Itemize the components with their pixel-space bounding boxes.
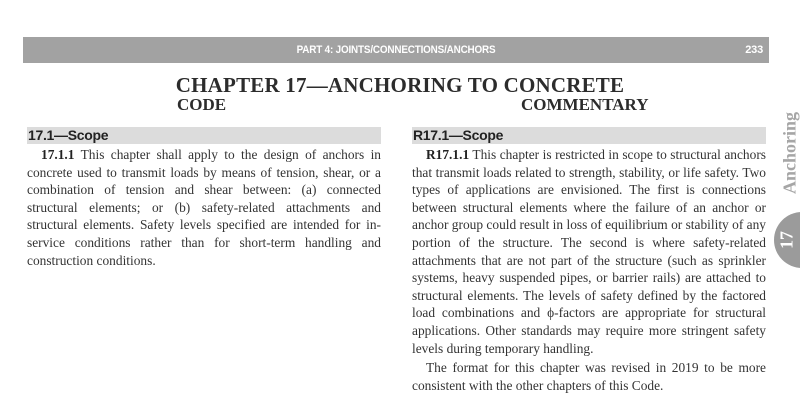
- commentary-column: [412, 127, 766, 394]
- commentary-column-label: COMMENTARY: [521, 95, 649, 114]
- chapter-title: CHAPTER 17—ANCHORING TO CONCRETE: [175, 73, 625, 97]
- commentary-paragraph: [412, 359, 766, 394]
- commentary-section-heading: R17.1—Scope: [412, 127, 766, 144]
- code-column: [27, 127, 381, 269]
- side-tab-label-text: Anchoring: [779, 111, 800, 194]
- side-tab-label: [779, 100, 800, 205]
- code-paragraph: [27, 146, 381, 269]
- paragraph-text: The format for this chapter was revised in 2019 to be more consistent with the other chapters of this Code.: [412, 360, 766, 393]
- code-section-heading: 17.1—Scope: [27, 127, 381, 144]
- commentary-paragraph: [412, 146, 766, 357]
- chapter-number: 17: [776, 231, 797, 249]
- chapter-thumb-tab: [774, 212, 800, 268]
- code-column-label: CODE: [177, 95, 227, 114]
- header-title: PART 4: JOINTS/CONNECTIONS/ANCHORS: [296, 44, 496, 56]
- paragraph-number: R17.1.1: [426, 147, 470, 162]
- running-header: [23, 37, 769, 63]
- paragraph-text: This chapter shall apply to the design of anchors in concrete used to transmit loads by means of tension, shear, or a combination of tension and shear between: (a) connected structural elements; or (b) safety-related attachments and structural elements. Safety levels specified are intended for in-service conditions rather than for short-term handling and construction conditions.: [27, 147, 381, 268]
- page-number: 233: [745, 44, 763, 56]
- paragraph-number: 17.1.1: [41, 147, 75, 162]
- paragraph-text: This chapter is restricted in scope to structural anchors that transmit loads related to strength, stability, or life safety. Two types of applications are envisioned. The first is connections between structural elements where the failure of an anchor or anchor group could result in loss of equilibrium or stability of any portion of the structure. The second is where safety-related attachments that are not part of the structure (such as sprinkler systems, heavy suspended pipes, or barrier rails) are attached to structural elements. The levels of safety defined by the factored load combinations and ϕ-factors are appropriate for structural applications. Other standards may require more stringent safety levels during temporary handling.: [412, 147, 766, 356]
